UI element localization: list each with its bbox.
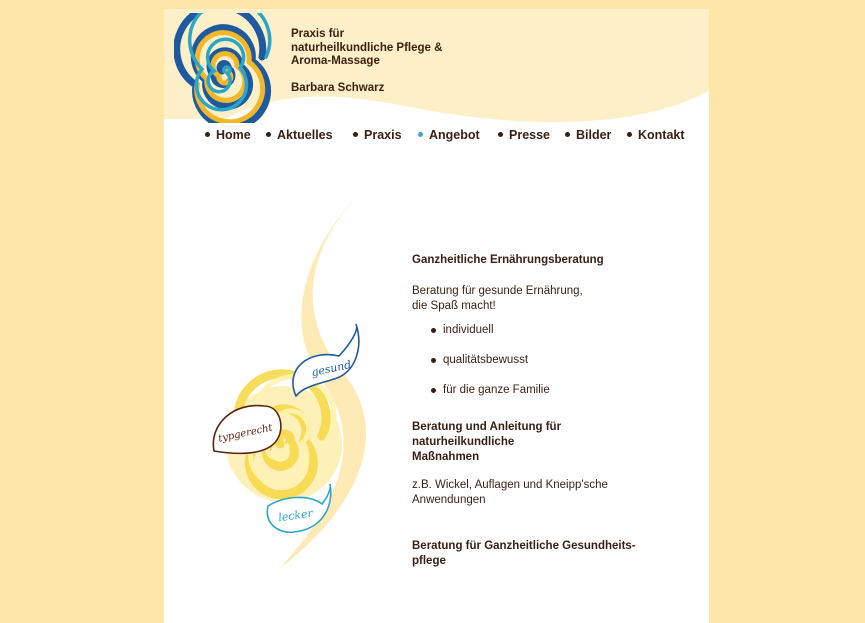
leaf-label-typgerecht: typgerecht [217, 422, 274, 445]
list-item: für die ganze Familie [412, 383, 682, 398]
page-container [164, 9, 709, 623]
leaf-label-lecker: lecker [277, 506, 314, 525]
section-text-line: die Spaß macht! [412, 300, 496, 312]
nav-bullet-icon [205, 132, 210, 137]
owner-name: Barbara Schwarz [291, 81, 385, 94]
section-text-line: Beratung für gesunde Ernährung, [412, 285, 583, 297]
section-text-line: Anwendungen [412, 494, 486, 506]
nav-label: Angebot [429, 128, 480, 142]
yellow-spiral-leaves-icon [184, 174, 384, 574]
nav-label: Bilder [576, 128, 612, 142]
nav-bullet-icon [266, 132, 271, 137]
nav-label: Presse [509, 128, 551, 142]
nav-bullet-icon [565, 132, 570, 137]
nav-item-praxis[interactable] [353, 128, 402, 142]
section-text-line: z.B. Wickel, Auflagen und Kneipp'sche [412, 479, 608, 491]
nav-item-angebot[interactable] [418, 128, 480, 142]
section-heading-ernaehrungsberatung: Ganzheitliche Ernährungsberatung [412, 254, 604, 266]
leaf-label-gesund: gesund [310, 358, 353, 380]
nav-item-kontakt[interactable] [627, 128, 685, 142]
spiral-logo-icon[interactable] [174, 13, 274, 123]
section-heading-line: Maßnahmen [412, 451, 480, 463]
nav-item-presse[interactable] [498, 128, 550, 142]
list-item: individuell [412, 323, 682, 338]
brand-line-1: Praxis für [291, 28, 345, 40]
benefits-list [412, 323, 682, 398]
nav-bullet-icon [627, 132, 632, 137]
brand-line-2: naturheilkundliche Pflege & [291, 41, 443, 54]
nav-label: Kontakt [638, 128, 685, 142]
brand-line-3: Aroma-Massage [291, 55, 380, 67]
nav-bullet-icon [498, 132, 503, 137]
nav-bullet-icon [353, 132, 358, 137]
section-heading-line: Beratung und Anleitung für [412, 421, 562, 433]
nav-item-aktuelles[interactable] [266, 128, 333, 142]
nav-label: Praxis [364, 128, 402, 142]
section-heading-line: Beratung für Ganzheitliche Gesundheits- [412, 540, 636, 552]
nav-item-home[interactable] [205, 128, 251, 142]
main-content [412, 253, 682, 569]
nav-item-bilder[interactable] [565, 128, 611, 142]
section-heading-line: pflege [412, 555, 446, 567]
list-item: qualitätsbewusst [412, 353, 682, 368]
section-heading-line: naturheilkundliche [412, 436, 515, 448]
nav-label: Home [216, 128, 251, 142]
nav-label: Aktuelles [277, 128, 333, 142]
nav-bullet-active-icon [418, 132, 423, 137]
practice-name [291, 28, 442, 95]
